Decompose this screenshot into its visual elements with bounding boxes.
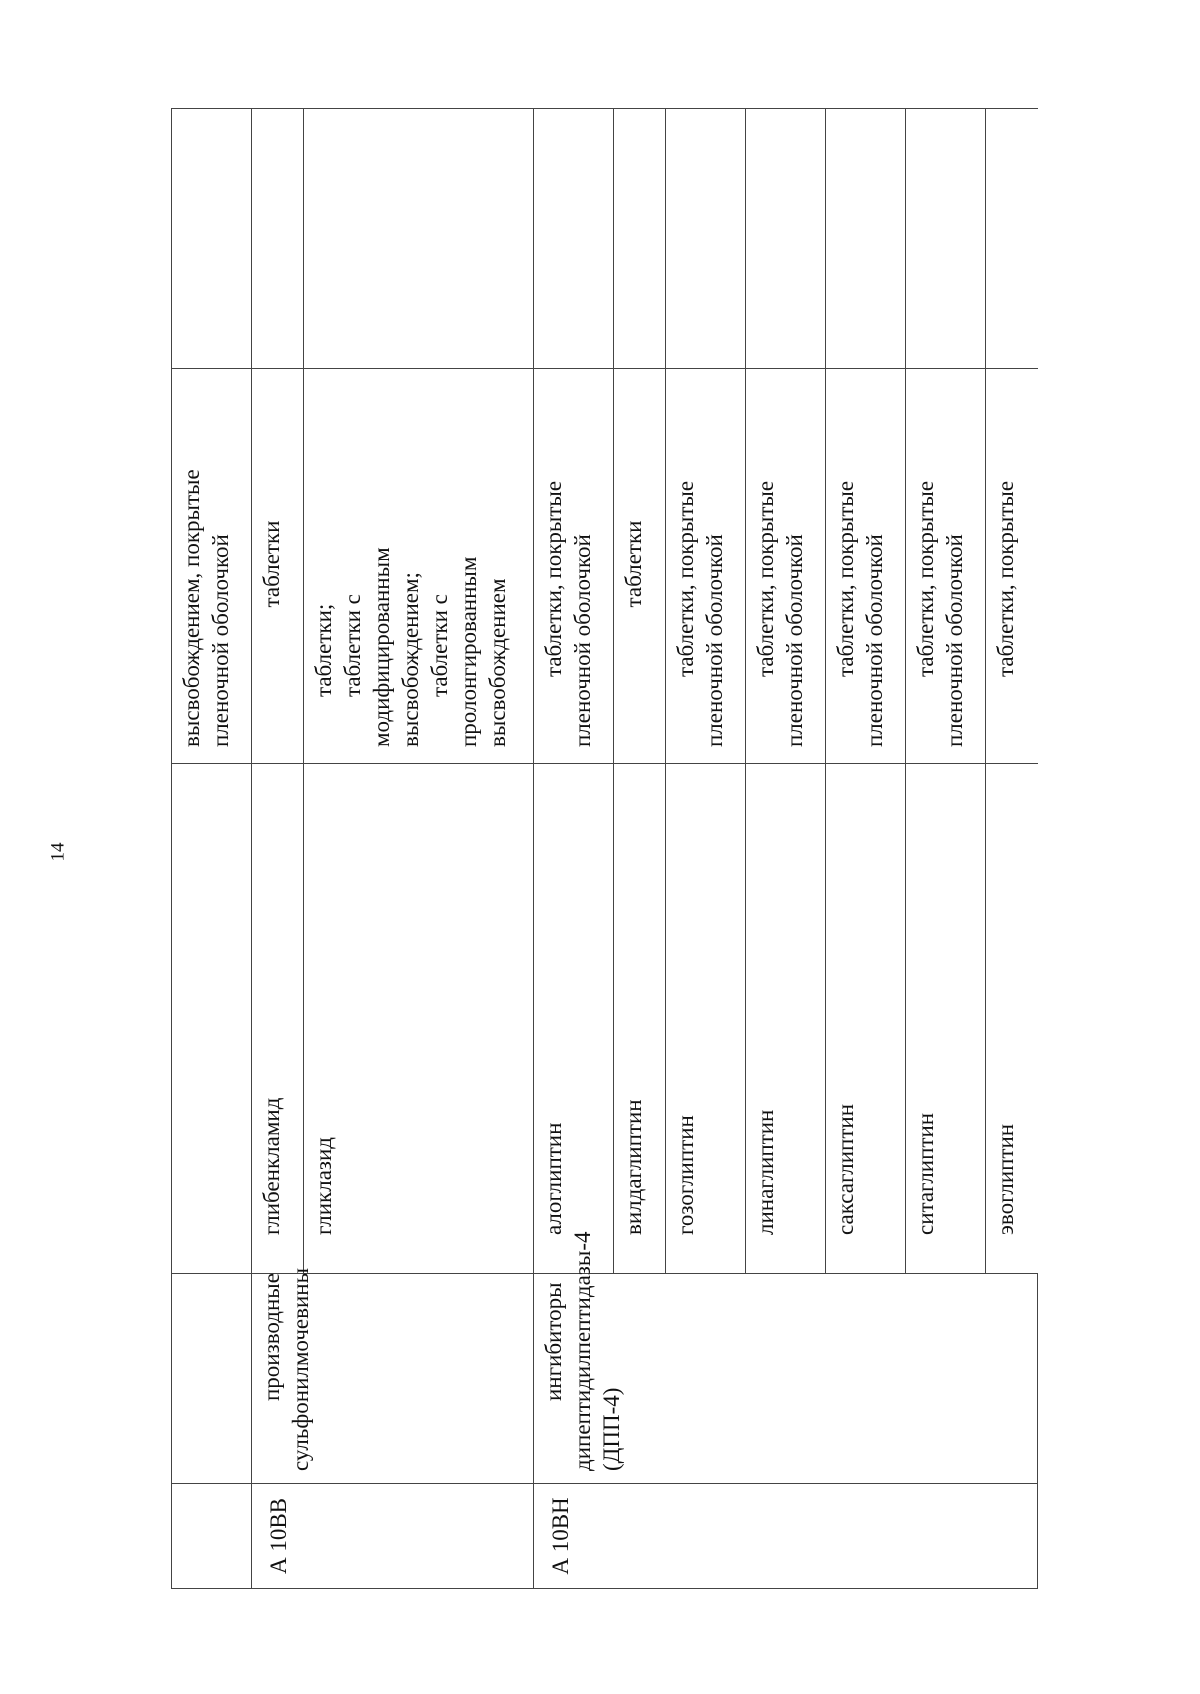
form-cell: таблетки; таблетки с модифицированным высвобождением; таблетки с пролонгированным высвобождением bbox=[304, 369, 534, 764]
form-cell: таблетки bbox=[614, 369, 666, 764]
atc-code-cell: А 10ВВ bbox=[252, 1484, 534, 1589]
form-cell: таблетки bbox=[252, 369, 304, 764]
drug-name-cell: саксаглиптин bbox=[826, 764, 906, 1274]
group-name-cell: ингибиторы дипептидилпептидазы-4 (ДПП-4) bbox=[534, 1274, 1038, 1484]
medication-table-sheet bbox=[171, 109, 1111, 1589]
page-number: 14 bbox=[47, 842, 69, 862]
form-cell: таблетки, покрытые пленочной оболочкой bbox=[906, 369, 986, 764]
drug-name-cell: алоглиптин bbox=[534, 764, 614, 1274]
form-cell: таблетки, покрытые пленочной оболочкой bbox=[534, 369, 614, 764]
drug-name-cell: глибенкламид bbox=[252, 764, 304, 1274]
table-row bbox=[252, 109, 304, 1589]
drug-name-cell: гозоглиптин bbox=[666, 764, 746, 1274]
table-row-continuation bbox=[172, 109, 252, 1589]
form-cell: высвобождением, покрытые пленочной оболочкой bbox=[172, 369, 252, 764]
atc-code-cell: А 10ВН bbox=[534, 1484, 1038, 1589]
form-cell: таблетки, покрытые пленочной оболочкой bbox=[666, 369, 746, 764]
drug-name-cell: ситаглиптин bbox=[906, 764, 986, 1274]
drug-name-cell: вилдаглиптин bbox=[614, 764, 666, 1274]
drug-name-cell: гликлазид bbox=[304, 764, 534, 1274]
drug-name-cell: эвоглиптин bbox=[986, 764, 1038, 1274]
form-cell: таблетки, покрытые пленочной оболочкой bbox=[826, 369, 906, 764]
group-name-cell: производные сульфонилмочевины bbox=[252, 1274, 534, 1484]
medication-table bbox=[171, 108, 1038, 1589]
form-cell: таблетки, покрытые пленочной оболочкой bbox=[746, 369, 826, 764]
form-cell: таблетки, покрытые bbox=[986, 369, 1038, 764]
table-row bbox=[534, 109, 614, 1589]
drug-name-cell: линаглиптин bbox=[746, 764, 826, 1274]
